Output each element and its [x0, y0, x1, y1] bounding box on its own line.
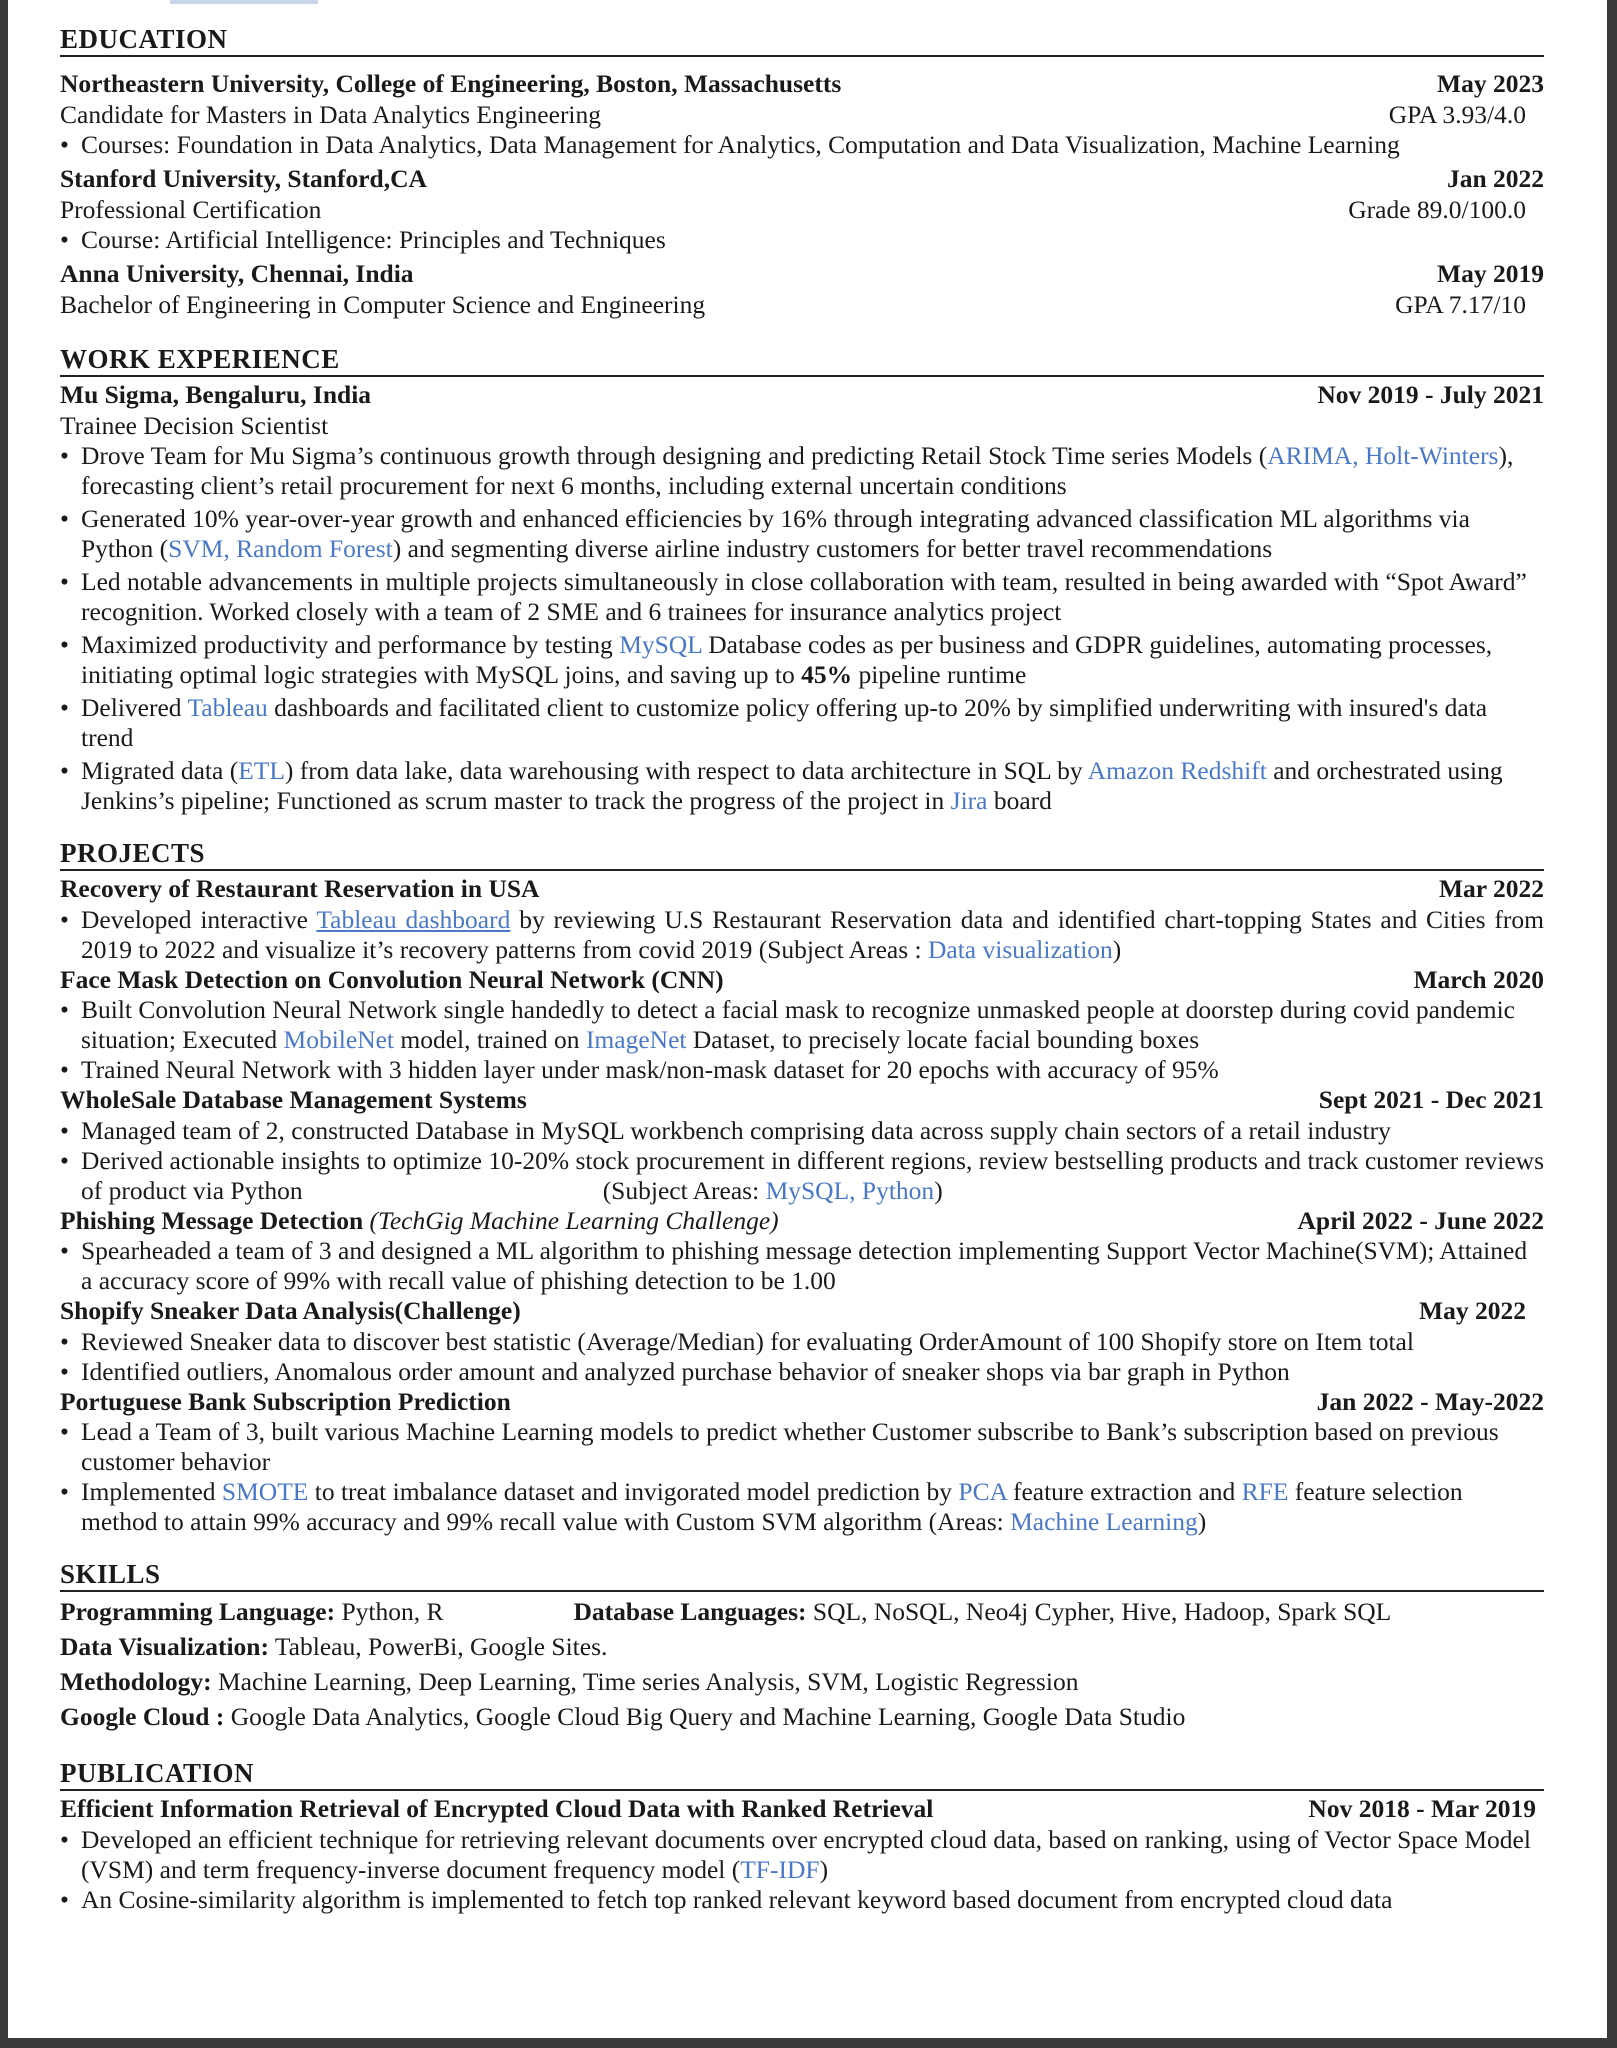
project-date: March 2020	[1413, 964, 1544, 994]
viewer-border-bottom	[0, 2038, 1617, 2048]
section-title-skills: SKILLS	[60, 1559, 1544, 1592]
publication-bullet: • An Cosine-similarity algorithm is implemented to fetch top ranked relevant keyword based document from encrypted cloud data	[60, 1885, 1544, 1915]
project-date: Mar 2022	[1438, 874, 1544, 903]
grade: GPA 3.93/4.0	[1388, 99, 1526, 129]
education-date: May 2019	[1437, 259, 1544, 288]
grade: GPA 7.17/10	[1395, 289, 1526, 319]
project-entry	[60, 1085, 1544, 1206]
education-section	[60, 24, 1544, 320]
skills-section	[60, 1559, 1544, 1734]
skill-link[interactable]: SVM, Random Forest	[168, 534, 393, 563]
work-bullet: • Drove Team for Mu Sigma’s continuous growth through designing and predicting Retail Stock Time series Models (ARIMA, Holt-Winters), forecasting client’s retail procurement for next 6 months, including external uncertain conditions	[60, 441, 1544, 501]
project-entry	[60, 1296, 1544, 1387]
work-experience-section	[60, 344, 1544, 816]
course-list: • Course: Artificial Intelligence: Principles and Techniques	[60, 225, 1544, 255]
skill-link[interactable]: RFE	[1241, 1477, 1289, 1506]
project-date: May 2022	[1419, 1296, 1526, 1325]
section-title-work-experience: WORK EXPERIENCE	[60, 344, 1544, 377]
skill-link[interactable]: Machine Learning	[1010, 1507, 1198, 1536]
education-entry	[60, 164, 1544, 255]
viewer-border-left	[0, 0, 8, 2048]
skill-link[interactable]: Amazon Redshift	[1087, 756, 1267, 785]
project-bullet: • Identified outliers, Anomalous order amount and analyzed purchase behavior of sneaker shops via bar graph in Python	[60, 1357, 1544, 1387]
education-entry	[60, 259, 1544, 320]
skill-link[interactable]: SMOTE	[221, 1477, 309, 1506]
skill-link[interactable]: ETL	[238, 756, 285, 785]
project-date: Sept 2021 - Dec 2021	[1318, 1085, 1544, 1114]
project-date: April 2022 - June 2022	[1297, 1205, 1544, 1235]
project-bullet: • Lead a Team of 3, built various Machine Learning models to predict whether Customer subscribe to Bank’s subscription based on previous customer behavior	[60, 1417, 1544, 1477]
institution-name: Anna University, Chennai, India	[60, 259, 414, 288]
project-bullet: • Built Convolution Neural Network single handedly to detect a facial mask to recognize unmasked people at doorstep during covid pandemic situation; Executed MobileNet model, trained on ImageNet Dataset, to precisely locate facial bounding boxes	[60, 995, 1544, 1055]
work-date: Nov 2019 - July 2021	[1317, 380, 1544, 409]
company-name: Mu Sigma, Bengaluru, India	[60, 380, 372, 409]
publication-bullet: • Developed an efficient technique for retrieving relevant documents over encrypted cloud data, based on ranking, using of Vector Space Model (VSM) and term frequency-inverse document frequency model (TF-IDF)	[60, 1825, 1544, 1885]
skill-link[interactable]: Jira	[950, 786, 988, 815]
skill-link[interactable]: Tableau	[187, 693, 268, 722]
work-bullet: • Delivered Tableau dashboards and facilitated client to customize policy offering up-to 20% by simplified underwriting with insured's data trend	[60, 693, 1544, 753]
section-title-projects: PROJECTS	[60, 838, 1544, 871]
work-bullet: • Generated 10% year-over-year growth and enhanced efficiencies by 16% through integrating advanced classification ML algorithms via Python (SVM, Random Forest) and segmenting diverse airline industry customers for better travel recommendations	[60, 504, 1544, 564]
project-entry	[60, 1387, 1544, 1538]
project-bullet: • Managed team of 2, constructed Database in MySQL workbench comprising data across supply chain sectors of a retail industry	[60, 1116, 1544, 1146]
project-entry	[60, 1206, 1544, 1297]
publication-section	[60, 1758, 1544, 1915]
skill-row: Programming Language: Python, R Database Languages: SQL, NoSQL, Neo4j Cypher, Hive, Hadoop, Spark SQL	[60, 1597, 1392, 1626]
project-bullet: • Spearheaded a team of 3 and designed a ML algorithm to phishing message detection implementing Support Vector Machine(SVM); Attained a accuracy score of 99% with recall value of phishing detection to be 1.00	[60, 1236, 1544, 1296]
grade: Grade 89.0/100.0	[1348, 194, 1526, 224]
project-name: Shopify Sneaker Data Analysis(Challenge)	[60, 1296, 521, 1325]
project-name: Portuguese Bank Subscription Prediction	[60, 1386, 511, 1416]
project-bullet: • Derived actionable insights to optimize 10-20% stock procurement in different regions, review bestselling products and track customer reviews of product via Python (Subject Areas: MySQL, Python)	[60, 1146, 1544, 1206]
skill-row: Data Visualization: Tableau, PowerBi, Google Sites.	[60, 1632, 608, 1661]
skill-row: Methodology: Machine Learning, Deep Learning, Time series Analysis, SVM, Logistic Regression	[60, 1667, 1079, 1696]
publication-name: Efficient Information Retrieval of Encrypted Cloud Data with Ranked Retrieval	[60, 1794, 934, 1823]
project-name: Face Mask Detection on Convolution Neural Network (CNN)	[60, 964, 724, 994]
projects-section	[60, 838, 1544, 1537]
degree: Professional Certification	[60, 194, 322, 224]
project-bullet: • Reviewed Sneaker data to discover best statistic (Average/Median) for evaluating OrderAmount of 100 Shopify store on Item total	[60, 1327, 1544, 1357]
degree: Bachelor of Engineering in Computer Science and Engineering	[60, 289, 706, 319]
skill-link[interactable]: Data visualization	[927, 934, 1113, 964]
project-bullet: • Trained Neural Network with 3 hidden layer under mask/non-mask dataset for 20 epochs with accuracy of 95%	[60, 1055, 1544, 1085]
skill-link[interactable]: PCA	[958, 1477, 1007, 1506]
viewer-border-right	[1607, 0, 1617, 2048]
project-subtitle: (TechGig Machine Learning Challenge)	[369, 1205, 779, 1235]
tableau-dashboard-link[interactable]: Tableau dashboard	[316, 904, 511, 934]
job-role: Trainee Decision Scientist	[60, 410, 329, 440]
project-date: Jan 2022 - May-2022	[1316, 1386, 1544, 1416]
publication-date: Nov 2018 - Mar 2019	[1308, 1794, 1536, 1823]
skill-link[interactable]: MobileNet	[283, 1025, 395, 1054]
project-name: WholeSale Database Management Systems	[60, 1085, 527, 1114]
project-entry	[60, 874, 1544, 965]
project-bullet: • Implemented SMOTE to treat imbalance dataset and invigorated model prediction by PCA feature extraction and RFE feature selection method to attain 99% accuracy and 99% recall value with Custom SVM algorithm (Areas: Machine Learning)	[60, 1477, 1544, 1537]
institution-name: Stanford University, Stanford,CA	[60, 164, 427, 193]
skill-row: Google Cloud : Google Data Analytics, Google Cloud Big Query and Machine Learning, Google Data Studio	[60, 1702, 1186, 1731]
work-bullet: • Led notable advancements in multiple projects simultaneously in close collaboration with team, resulted in being awarded with “Spot Award” recognition. Worked closely with a team of 2 SME and 6 trainees for insurance analytics project	[60, 567, 1544, 627]
project-entry	[60, 965, 1544, 1086]
resume-page	[60, 24, 1544, 1937]
skill-link[interactable]: MySQL	[619, 630, 702, 659]
institution-name: Northeastern University, College of Engineering, Boston, Massachusetts	[60, 69, 842, 98]
section-title-education: EDUCATION	[60, 24, 1544, 57]
course-list: • Courses: Foundation in Data Analytics, Data Management for Analytics, Computation and Data Visualization, Machine Learning	[60, 130, 1544, 160]
section-title-publication: PUBLICATION	[60, 1758, 1544, 1791]
project-name: Phishing Message Detection	[60, 1205, 364, 1235]
work-bullet: • Migrated data (ETL) from data lake, data warehousing with respect to data architecture in SQL by Amazon Redshift and orchestrated using Jenkins’s pipeline; Functioned as scrum master to track the progress of the project in Jira board	[60, 756, 1544, 816]
education-entry	[60, 69, 1544, 160]
skill-link[interactable]: ARIMA, Holt-Winters	[1267, 441, 1499, 470]
skill-link[interactable]: TF-IDF	[740, 1854, 820, 1884]
skill-link[interactable]: ImageNet	[585, 1025, 687, 1054]
work-bullet: • Maximized productivity and performance by testing MySQL Database codes as per business and GDPR guidelines, automating processes, initiating optimal logic strategies with MySQL joins, and saving up to 45% pipeline runtime	[60, 630, 1544, 690]
degree: Candidate for Masters in Data Analytics Engineering	[60, 99, 602, 129]
education-date: Jan 2022	[1446, 164, 1544, 193]
project-bullet: • Developed interactive Tableau dashboard by reviewing U.S Restaurant Reservation data and identified chart-topping States and Cities from 2019 to 2022 and visualize it’s recovery patterns from covid 2019 (Subject Areas : Data visualization)	[60, 905, 1544, 965]
selection-highlight	[170, 0, 318, 4]
skill-link[interactable]: MySQL, Python	[765, 1175, 935, 1205]
education-date: May 2023	[1437, 69, 1544, 98]
project-name: Recovery of Restaurant Reservation in USA	[60, 874, 540, 903]
